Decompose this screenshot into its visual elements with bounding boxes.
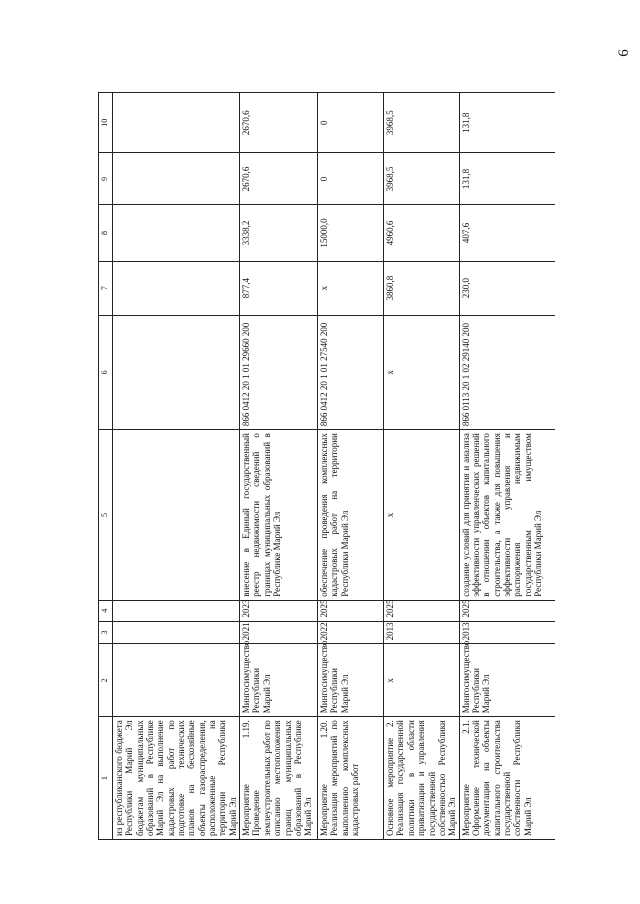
executor: х bbox=[384, 644, 459, 717]
value-col8: 15000,0 bbox=[318, 205, 384, 261]
expected-result: х bbox=[384, 430, 459, 601]
table-row bbox=[384, 93, 459, 840]
executor: Мингосимущество Республики Марий Эл bbox=[459, 644, 555, 717]
value-col10: 3968,5 bbox=[384, 93, 459, 153]
value-col10: 2670,6 bbox=[240, 93, 318, 153]
value-col10: 131,8 bbox=[459, 93, 555, 153]
end-year: 2023 bbox=[240, 600, 318, 621]
measure-name: Мероприятие 1.20. Реализация мероприятий по выполнению комплексных кадастровых работ bbox=[318, 717, 384, 840]
table-row bbox=[318, 93, 384, 840]
column-number-row bbox=[99, 93, 113, 840]
end-year: 2025 bbox=[459, 600, 555, 621]
measure-name: Мероприятие 1.19. Проведение землеустроительных работ по описанию местоположения границ муниципальных образований в Республике Марий Эл bbox=[240, 717, 318, 840]
value-col9: 2670,6 bbox=[240, 153, 318, 205]
budget-code bbox=[113, 315, 240, 429]
table-row bbox=[459, 93, 555, 840]
page-number: 6 bbox=[616, 49, 632, 57]
expected-result: обеспечение проведения комплексных кадастровых работ на территории Республики Марий Эл bbox=[318, 430, 384, 601]
start-year: 2013 bbox=[384, 621, 459, 644]
value-col10: 0 bbox=[318, 93, 384, 153]
budget-code: 866 0412 20 1 01 27540 200 bbox=[318, 315, 384, 429]
expected-result bbox=[113, 430, 240, 601]
measure-name: Мероприятие 2.1. Оформление технической документации на объекты капитального строительства государственной собственности Республики Марий Эл bbox=[459, 717, 555, 840]
value-col7 bbox=[113, 261, 240, 315]
value-col8: 3338,2 bbox=[240, 205, 318, 261]
value-col7: 877,4 bbox=[240, 261, 318, 315]
start-year: 2021 bbox=[240, 621, 318, 644]
column-header: 8 bbox=[99, 205, 113, 261]
table-row bbox=[240, 93, 318, 840]
value-col10 bbox=[113, 93, 240, 153]
executor: Мингосимущество Республики Марий Эл bbox=[318, 644, 384, 717]
budget-code: х bbox=[384, 315, 459, 429]
measure-name: из республиканского бюджета Республики Марий Эл бюджетам муниципальных образований в Республике Марий Эл на выполнение кадастровых работ по подготовке технических планов на бесхозяйные объекты газораспределения, расположенные на территории Республики Марий Эл bbox=[113, 717, 240, 840]
end-year bbox=[113, 600, 240, 621]
column-header: 3 bbox=[99, 621, 113, 644]
budget-code: 866 0412 20 1 01 29660 200 bbox=[240, 315, 318, 429]
value-col7: 3860,8 bbox=[384, 261, 459, 315]
column-header: 6 bbox=[99, 315, 113, 429]
end-year: 2025 bbox=[318, 600, 384, 621]
value-col9: 131,8 bbox=[459, 153, 555, 205]
value-col8: 407,6 bbox=[459, 205, 555, 261]
end-year: 2025 bbox=[384, 600, 459, 621]
start-year: 2022 bbox=[318, 621, 384, 644]
column-header: 1 bbox=[99, 717, 113, 840]
rotated-table-container bbox=[98, 92, 543, 840]
expected-result: создание условий для принятия и анализа эффективности управленческих решений в отношении объектов капитального строительства, а также для повышения эффективности управления и распоряжения недвижимым государственным имуществом Республики Марий Эл bbox=[459, 430, 555, 601]
table-row bbox=[113, 93, 240, 840]
value-col9: 0 bbox=[318, 153, 384, 205]
executor: Мингосимущество Республики Марий Эл bbox=[240, 644, 318, 717]
start-year: 2013 bbox=[459, 621, 555, 644]
program-measures-table bbox=[98, 92, 555, 840]
column-header: 2 bbox=[99, 644, 113, 717]
column-header: 5 bbox=[99, 430, 113, 601]
value-col7: х bbox=[318, 261, 384, 315]
column-header: 10 bbox=[99, 93, 113, 153]
column-header: 4 bbox=[99, 600, 113, 621]
column-header: 9 bbox=[99, 153, 113, 205]
value-col9 bbox=[113, 153, 240, 205]
column-header: 7 bbox=[99, 261, 113, 315]
value-col8: 4960,6 bbox=[384, 205, 459, 261]
value-col7: 230,0 bbox=[459, 261, 555, 315]
executor bbox=[113, 644, 240, 717]
budget-code: 866 0113 20 1 02 29140 200 bbox=[459, 315, 555, 429]
measure-name: Основное мероприятие 2. Реализация государственной политики в области приватизации и управления государственной собственностью Республики Марий Эл bbox=[384, 717, 459, 840]
value-col8 bbox=[113, 205, 240, 261]
expected-result: внесение в Единый государственный реестр недвижимости сведений о границах муниципальных образований в Республике Марий Эл bbox=[240, 430, 318, 601]
value-col9: 3968,5 bbox=[384, 153, 459, 205]
start-year bbox=[113, 621, 240, 644]
